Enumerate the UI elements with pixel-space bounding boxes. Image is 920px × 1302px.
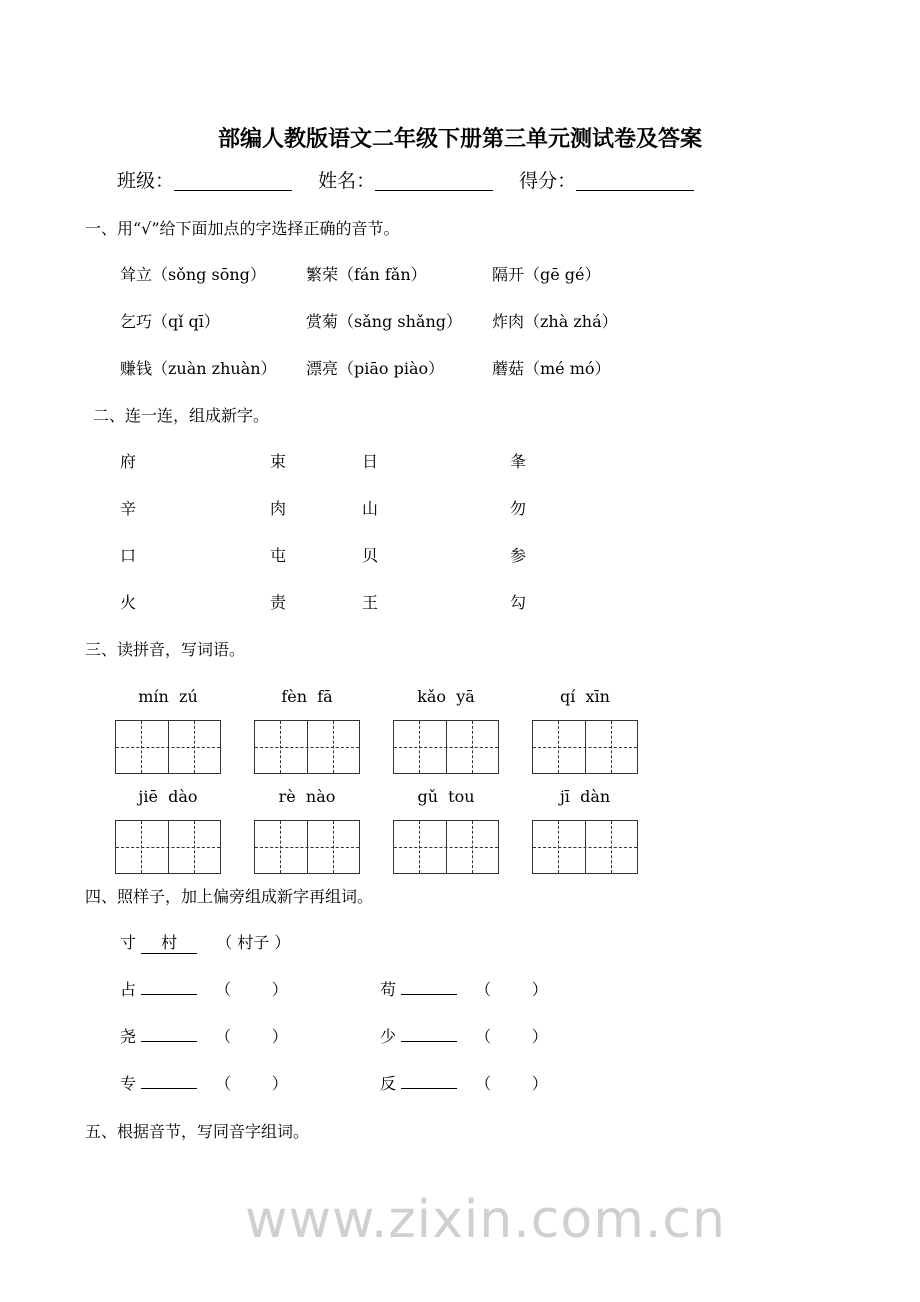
section-3-heading: 三、读拼音，写词语。 [85,640,246,659]
match-char[interactable]: 责 [270,593,287,612]
grid-cell[interactable] [473,721,498,773]
match-char[interactable]: 火 [120,593,137,612]
grid-cell[interactable] [420,721,446,773]
writing-grid[interactable] [254,720,360,774]
pinyin-choice-item[interactable]: 繁荣（fán fǎn） [306,265,427,284]
writing-grid[interactable] [393,720,499,774]
pinyin-choice-item[interactable]: 漂亮（piāo piào） [306,359,445,378]
match-char[interactable]: 辛 [120,499,137,518]
radical-item [120,1027,288,1047]
pinyin-choice-item[interactable]: 赚钱（zuàn zhuàn） [120,359,277,378]
writing-grid[interactable] [393,820,499,874]
match-char[interactable]: 肉 [270,499,287,518]
radical-item [380,1027,548,1047]
match-char[interactable]: 山 [362,499,379,518]
grid-cell[interactable] [394,721,420,773]
info-line [117,171,714,191]
grid-cell[interactable] [447,721,473,773]
word-blank[interactable]: （ ） [215,1074,288,1093]
grid-cell[interactable] [169,821,195,873]
match-char[interactable]: 日 [362,452,379,471]
word-blank[interactable]: （ ） [215,1027,288,1046]
answer-blank[interactable] [401,994,457,995]
grid-cell[interactable] [612,721,637,773]
base-char: 尧 [120,1027,137,1046]
radical-item [380,980,548,1000]
match-char[interactable]: 参 [510,546,527,565]
section-5-heading: 五、根据音节，写同音字组词。 [85,1122,310,1141]
watermark: www.zixin.com.cn [245,1190,726,1250]
base-char: 占 [120,980,137,999]
example-answer: 村 [141,933,197,954]
match-char[interactable]: 屯 [270,546,287,565]
answer-blank[interactable] [141,994,197,995]
pinyin-choice-item[interactable]: 蘑菇（mé mó） [492,359,611,378]
grid-cell[interactable] [142,821,168,873]
grid-cell[interactable] [169,721,195,773]
answer-blank[interactable] [401,1041,457,1042]
class-field[interactable] [174,172,292,191]
pinyin-label: jiē dào [138,787,198,806]
radical-item [120,980,288,1000]
writing-grid[interactable] [532,820,638,874]
grid-cell[interactable] [533,721,559,773]
grid-cell[interactable] [420,821,446,873]
grid-cell[interactable] [586,721,612,773]
grid-cell[interactable] [308,821,334,873]
grid-cell[interactable] [533,821,559,873]
pinyin-choice-item[interactable]: 耸立（sǒng sōng） [120,265,266,284]
base-char: 专 [120,1074,137,1093]
score-field[interactable] [576,172,694,191]
pinyin-label: mín zú [138,687,198,706]
grid-cell[interactable] [559,821,585,873]
grid-cell[interactable] [142,721,168,773]
grid-cell[interactable] [281,721,307,773]
grid-cell[interactable] [195,721,220,773]
radical-item [120,1074,288,1094]
answer-blank[interactable] [401,1088,457,1089]
pinyin-label: jī dàn [559,787,611,806]
example-char: 寸 [120,933,137,952]
section-4-heading: 四、照样子，加上偏旁组成新字再组词。 [85,887,374,906]
match-char[interactable]: 贝 [362,546,379,565]
word-blank[interactable]: （ ） [475,1074,548,1093]
grid-cell[interactable] [447,821,473,873]
grid-cell[interactable] [308,721,334,773]
match-char[interactable]: 王 [362,593,379,612]
grid-cell[interactable] [334,721,359,773]
grid-cell[interactable] [281,821,307,873]
writing-grid[interactable] [254,820,360,874]
grid-cell[interactable] [586,821,612,873]
name-field[interactable] [375,172,493,191]
writing-grid[interactable] [532,720,638,774]
grid-cell[interactable] [195,821,220,873]
section-2-heading: 二、连一连，组成新字。 [93,406,270,425]
pinyin-choice-item[interactable]: 赏菊（sǎng shǎng） [306,312,462,331]
answer-blank[interactable] [141,1041,197,1042]
base-char: 反 [380,1074,397,1093]
writing-grid[interactable] [115,820,221,874]
match-char[interactable]: 勾 [510,593,527,612]
grid-cell[interactable] [394,821,420,873]
match-char[interactable]: 夆 [510,452,527,471]
word-blank[interactable]: （ ） [475,1027,548,1046]
match-char[interactable]: 束 [270,452,287,471]
radical-item [380,1074,548,1094]
base-char: 苟 [380,980,397,999]
pinyin-label: kǎo yā [417,687,475,706]
pinyin-choice-item[interactable]: 炸肉（zhà zhá） [492,312,618,331]
grid-cell[interactable] [116,821,142,873]
pinyin-choice-item[interactable]: 乞巧（qǐ qī） [120,312,220,331]
pinyin-label: fèn fā [281,687,333,706]
answer-blank[interactable] [141,1088,197,1089]
match-char[interactable]: 口 [120,546,137,565]
example-row [120,933,290,954]
pinyin-label: rè nào [278,787,336,806]
grid-cell[interactable] [255,821,281,873]
match-char[interactable]: 府 [120,452,137,471]
base-char: 少 [380,1027,397,1046]
grid-cell[interactable] [612,821,637,873]
grid-cell[interactable] [559,721,585,773]
word-blank[interactable]: （ ） [475,980,548,999]
name-label: 姓名： [318,170,376,192]
writing-grid[interactable] [115,720,221,774]
pinyin-choice-item[interactable]: 隔开（gē gé） [492,265,601,284]
word-blank[interactable]: （ ） [215,980,288,999]
score-label: 得分： [519,170,577,192]
pinyin-label: qí xīn [560,687,610,706]
grid-cell[interactable] [116,721,142,773]
page-title: 部编人教版语文二年级下册第三单元测试卷及答案 [217,127,702,152]
class-label: 班级： [117,170,175,192]
match-char[interactable]: 勿 [510,499,527,518]
grid-cell[interactable] [334,821,359,873]
example-word: （ 村子 ） [216,933,291,952]
grid-cell[interactable] [473,821,498,873]
section-1-heading: 一、用“√”给下面加点的字选择正确的音节。 [85,219,400,238]
grid-cell[interactable] [255,721,281,773]
pinyin-label: gǔ tou [417,787,475,806]
